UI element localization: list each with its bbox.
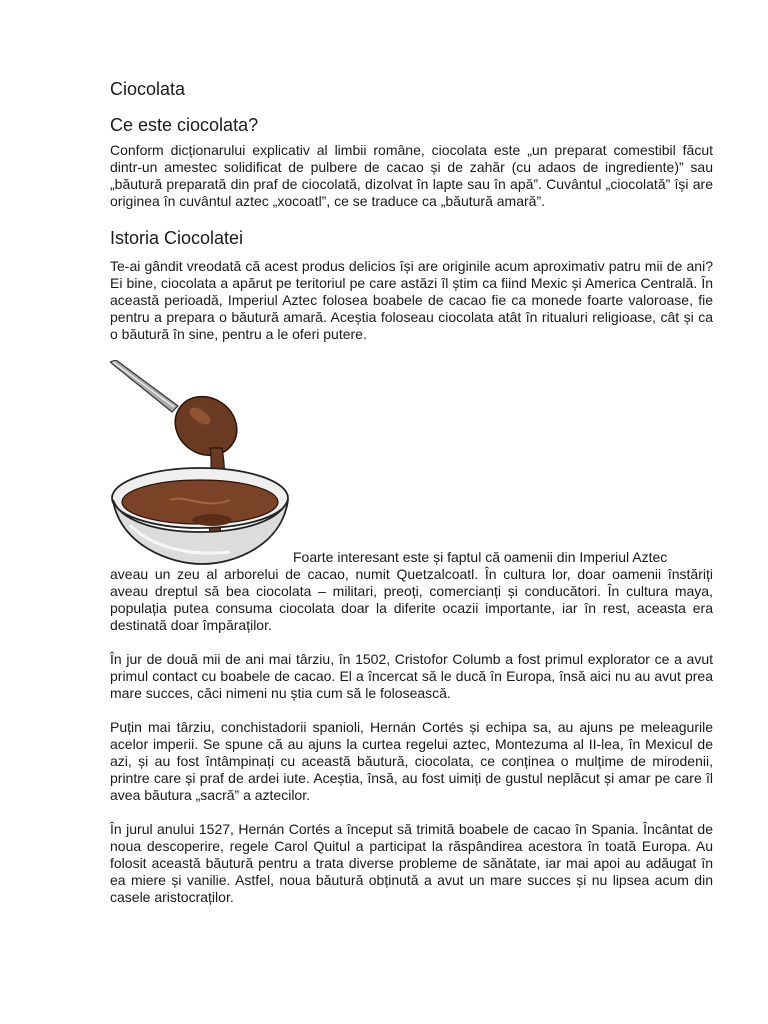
- paragraph-cortes-montezuma: Puțin mai târziu, conchistadorii spanioli, Hernán Cortés și echipa sa, au ajuns pe meleagurile acelor imperii. Se spune că au ajuns la curtea regelui aztec, Montezuma al II-lea, în Mexicul de azi, și au fost întâmpinați cu această băutură, ciocolata, ce conținea o mulțime de mirodenii, printre care și praf de ardei iute. Aceștia, însă, au fost uimiți de gustul neplăcut și amar pe care îl avea băutura „sacră” a aztecilor.: [110, 719, 713, 803]
- paragraph-definition: Conform dicționarului explicativ al limbii române, ciocolata este „un preparat comestibil făcut dintr-un amestec solidificat de pulbere de cacao și de zahăr (cu adaos de ingrediente)” sau „băutură preparată din praf de ciocolată, dizolvat în lapte sau în apă”. Cuvântul „ciocolată” își are originea în cuvântul aztec „xocoatl”, ce se traduce ca „băutură amară”.: [110, 142, 713, 209]
- chocolate-figure-row: [110, 360, 713, 566]
- document-page: [110, 72, 713, 906]
- section-heading-history: Istoria Ciocolatei: [110, 228, 244, 248]
- paragraph-spread-europe: În jurul anului 1527, Hernán Cortés a început să trimită boabele de cacao în Spania. Încântat de noua descoperire, regele Carol Quitul a participat la răspândirea acestora în toată Europa. Au folosit această băutură pentru a trata diverse probleme de sănătate, iar mai apoi au adăugat în ea miere și vanilie. Astfel, noua băutură obținută a avut un mare succes și nu lipsea acum din casele aristocraților.: [110, 821, 713, 905]
- document-title: Ciocolata: [110, 79, 186, 99]
- paragraph-columbus: În jur de două mii de ani mai târziu, în 1502, Cristofor Columb a fost primul explorator ce a avut primul contact cu boabele de cacao. El a încercat să le ducă în Europa, însă aici nu au avut prea mare succes, căci nimeni nu știa cum să le folosească.: [110, 651, 713, 701]
- paragraph-history-origins: Te-ai gândit vreodată că acest produs delicios își are originile acum aproximativ patru mii de ani? Ei bine, ciocolata a apărut pe teritoriul pe care astăzi îl știm ca fiind Mexic și America Centrală. În această perioadă, Imperiul Aztec folosea boabele de cacao fie ca monede foarte valoroase, fie pentru a prepara o băutură amară. Aceștia foloseau ciocolata atât în ritualuri religioase, cât și ca o băutură în sine, pentru a le oferi putere.: [110, 258, 713, 342]
- paragraph-aztec-first-line: Foarte interesant este și faptul că oamenii din Imperiul Aztec: [293, 549, 668, 565]
- paragraph-aztec-rest: aveau un zeu al arborelui de cacao, numit Quetzalcoatl. În cultura lor, doar oamenii înstăriți aveau dreptul să bea ciocolata – militari, preoți, comercianți și conducători. În cultura maya, populația putea consuma ciocolata doar la diferite ocazii importante, iar în rest, aceasta era destinată doar împăraților.: [110, 566, 713, 633]
- chocolate-spoon-bowl-image: [110, 360, 290, 566]
- section-heading-what-is: Ce este ciocolata?: [110, 115, 259, 135]
